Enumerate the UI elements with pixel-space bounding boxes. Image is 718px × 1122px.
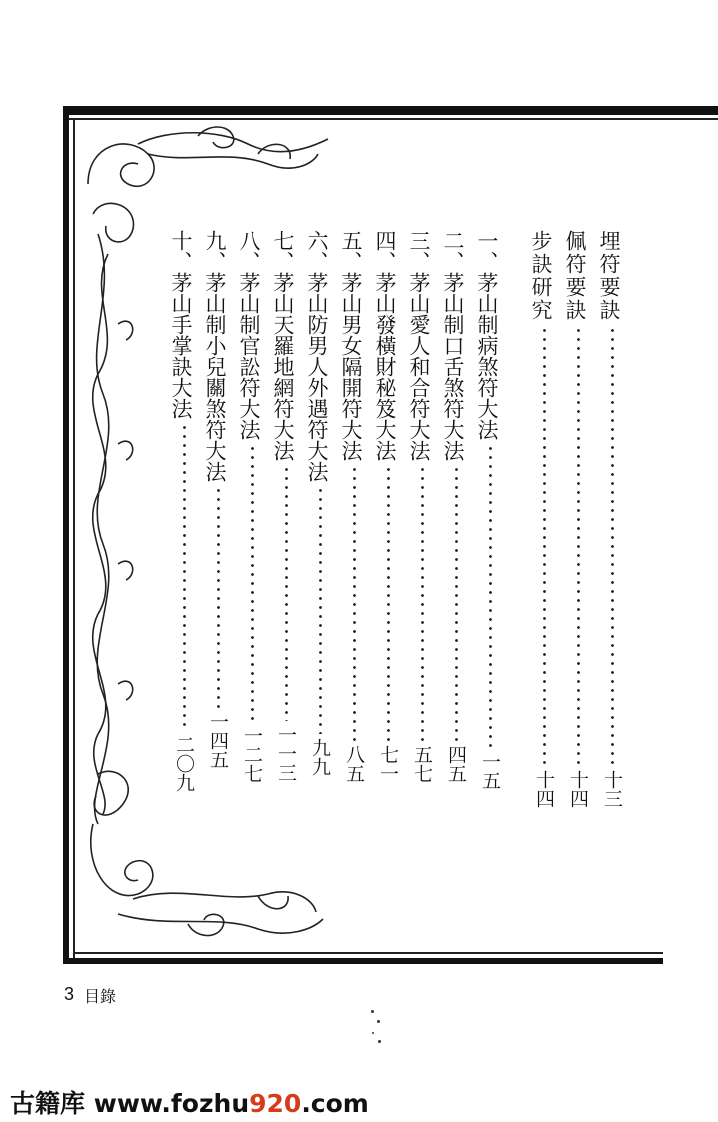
toc-entry-page: 一四五 <box>207 712 229 769</box>
print-speck <box>378 1040 381 1043</box>
leader-dots <box>319 486 322 734</box>
toc-entry-page: 十三 <box>601 770 623 808</box>
frame-left-border <box>63 106 69 964</box>
toc-entry <box>201 230 235 769</box>
toc-entry-title: 步訣研究 <box>529 230 553 322</box>
toc-entry-title: 八、茅山制官訟符大法 <box>237 230 261 440</box>
toc-entry-page: 八五 <box>343 745 365 783</box>
toc-entry <box>473 230 507 790</box>
toc-entry-page: 七一 <box>377 745 399 783</box>
toc-entry-title: 七、茅山天羅地網符大法 <box>271 230 295 461</box>
toc-entry-title: 埋符要訣 <box>597 230 621 322</box>
toc-entry-title: 佩符要訣 <box>563 230 587 322</box>
toc-entry <box>439 230 473 783</box>
toc-entry <box>235 230 269 783</box>
print-speck <box>371 1010 374 1013</box>
section-title: 目錄 <box>84 987 117 1006</box>
frame-left-inner-border <box>73 118 75 958</box>
print-speck <box>377 1020 380 1023</box>
leader-dots <box>577 326 580 766</box>
toc-entry-page: 一二七 <box>241 726 263 783</box>
frame-bottom-inner-border <box>73 952 663 954</box>
leader-dots <box>611 326 614 766</box>
toc-entry <box>561 230 595 808</box>
leader-dots <box>543 326 546 766</box>
leader-dots <box>217 486 220 708</box>
frame-top-border <box>63 106 718 115</box>
toc-entry-page: 一五 <box>479 752 501 790</box>
toc-entry <box>167 230 201 792</box>
site-watermark <box>10 1084 369 1120</box>
toc-entry <box>303 230 337 776</box>
leader-dots <box>353 465 356 741</box>
toc-entry-title: 六、茅山防男人外遇符大法 <box>305 230 329 482</box>
toc-entry <box>269 230 303 782</box>
print-speck <box>372 1032 374 1034</box>
leader-dots <box>251 444 254 722</box>
watermark-url-suffix: .com <box>301 1089 369 1118</box>
watermark-url-prefix: www.fozhu <box>93 1089 250 1118</box>
toc-entry-title: 十、茅山手掌訣大法 <box>169 230 193 419</box>
toc-entry-page: 四五 <box>445 745 467 783</box>
toc-entry-title: 四、茅山發橫財秘笈大法 <box>373 230 397 461</box>
watermark-url-digits: 920 <box>249 1089 302 1118</box>
toc-entry <box>337 230 371 783</box>
leader-dots <box>455 465 458 741</box>
toc-entry-page: 二〇九 <box>173 735 195 792</box>
leader-dots <box>285 465 288 721</box>
leader-dots <box>387 465 390 741</box>
leader-dots <box>489 444 492 748</box>
toc-entry-page: 十四 <box>567 770 589 808</box>
toc-entry-title: 一、茅山制病煞符大法 <box>475 230 499 440</box>
toc-entry-page: 五七 <box>411 745 433 783</box>
page-number: 3 <box>64 984 75 1004</box>
toc-entry-title: 九、茅山制小兒關煞符大法 <box>203 230 227 482</box>
leader-dots <box>421 465 424 741</box>
toc-entry-page: 九九 <box>309 738 331 776</box>
toc-entry-title: 三、茅山愛人和合符大法 <box>407 230 431 461</box>
toc-entry-title: 二、茅山制口舌煞符大法 <box>441 230 465 461</box>
toc-entry-page: 一一三 <box>275 725 297 782</box>
toc-entry <box>405 230 439 783</box>
toc-entry-page: 十四 <box>533 770 555 808</box>
toc-entry <box>527 230 561 808</box>
frame-bottom-border <box>63 958 663 964</box>
frame-top-inner-border <box>63 118 718 120</box>
toc-entry <box>371 230 405 783</box>
watermark-site-name: 古籍库 <box>10 1089 86 1118</box>
toc-entry-title: 五、茅山男女隔開符大法 <box>339 230 363 461</box>
leader-dots <box>183 423 186 731</box>
toc-entry <box>595 230 629 808</box>
